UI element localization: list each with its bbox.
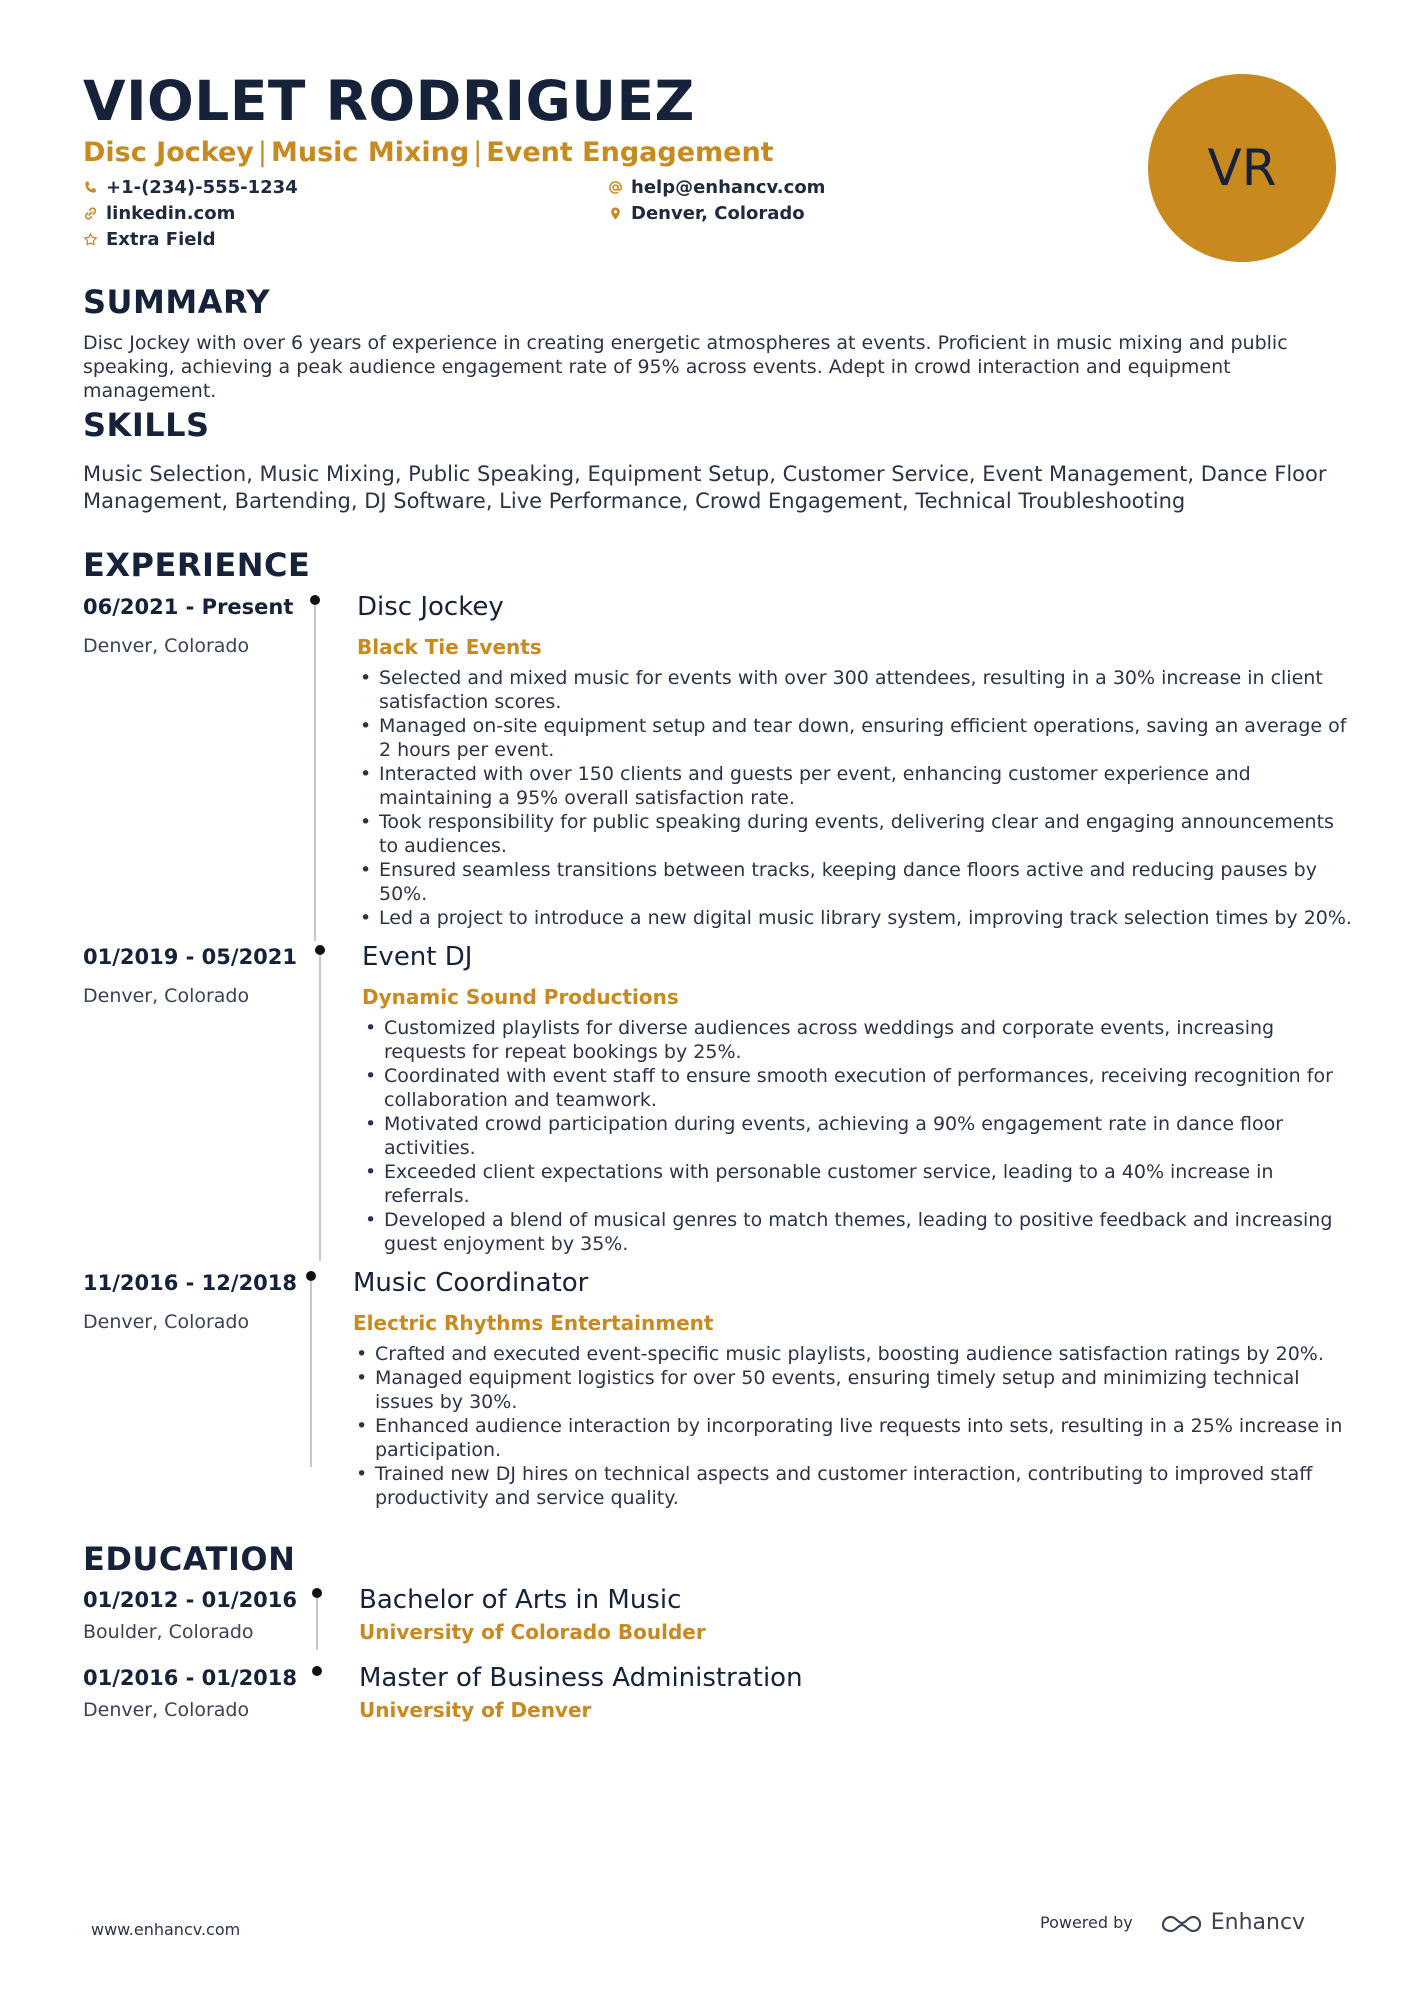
location-text: Denver, Colorado — [631, 202, 805, 224]
linkedin-contact[interactable] — [83, 202, 608, 224]
location-pin-icon — [608, 206, 623, 221]
education-location: Denver, Colorado — [83, 1699, 250, 1721]
phone-icon — [83, 180, 98, 195]
experience-bullet: • Customized playlists for diverse audiences across weddings and corporate events, increasing requests for repeat bookings by 25%. — [362, 1016, 1362, 1064]
experience-location: Denver, Colorado — [83, 635, 250, 657]
education-title: EDUCATION — [83, 1540, 296, 1578]
experience-company: Black Tie Events — [357, 635, 542, 659]
experience-bullet: • Managed on-site equipment setup and tear down, ensuring efficient operations, saving an average of 2 hours per event. — [357, 714, 1357, 762]
experience-bullet: • Led a project to introduce a new digital music library system, improving track selection times by 20%. — [357, 906, 1357, 930]
experience-bullet: • Trained new DJ hires on technical aspects and customer interaction, contributing to improved staff productivity and service quality. — [353, 1462, 1363, 1510]
skills-text: Music Selection, Music Mixing, Public Speaking, Equipment Setup, Customer Service, Event Management, Dance Floor Management, Bartending, DJ Software, Live Performance, Crowd Engagement, Technical Troubleshooting — [83, 462, 1327, 513]
experience-company: Dynamic Sound Productions — [362, 985, 679, 1009]
experience-bullet: • Managed equipment logistics for over 50 events, ensuring timely setup and minimizing technical issues by 30%. — [353, 1366, 1363, 1414]
experience-bullets — [357, 666, 1357, 930]
timeline-dot — [310, 595, 320, 605]
avatar: VR — [1148, 74, 1336, 262]
location-contact — [608, 202, 1008, 224]
experience-bullet: • Took responsibility for public speaking during events, delivering clear and engaging announcements to audiences. — [357, 810, 1357, 858]
timeline-dot — [312, 1666, 322, 1676]
footer-website[interactable]: www.enhancv.com — [91, 1920, 241, 1939]
enhancv-brand-text: Enhancv — [1210, 1910, 1306, 1935]
skills-title: SKILLS — [83, 406, 210, 444]
linkedin-text: linkedin.com — [106, 202, 236, 224]
experience-bullet: • Enhanced audience interaction by incorporating live requests into sets, resulting in a 25% increase in participation. — [353, 1414, 1363, 1462]
tagline — [83, 136, 1143, 170]
experience-location: Denver, Colorado — [83, 985, 250, 1007]
experience-dates: 01/2019 - 05/2021 — [83, 945, 298, 969]
education-degree: Bachelor of Arts in Music — [359, 1585, 682, 1615]
experience-role: Disc Jockey — [357, 592, 504, 622]
experience-bullet: • Ensured seamless transitions between tracks, keeping dance floors active and reducing pauses by 50%. — [357, 858, 1357, 906]
education-school: University of Denver — [359, 1698, 592, 1722]
education-degree: Master of Business Administration — [359, 1663, 803, 1693]
experience-bullet: • Motivated crowd participation during events, achieving a 90% engagement rate in dance floor activities. — [362, 1112, 1362, 1160]
experience-bullets — [353, 1342, 1363, 1510]
phone-contact[interactable] — [83, 176, 608, 198]
link-icon — [83, 206, 98, 221]
experience-bullet: • Crafted and executed event-specific music playlists, boosting audience satisfaction ratings by 20%. — [353, 1342, 1363, 1366]
timeline-dot — [312, 1588, 322, 1598]
candidate-name: VIOLET RODRIGUEZ — [83, 69, 695, 133]
tagline-item: Music Mixing — [271, 137, 470, 168]
timeline-dot — [315, 945, 325, 955]
extra-field — [83, 228, 608, 250]
experience-bullet: • Interacted with over 150 clients and guests per event, enhancing customer experience and maintaining a 95% overall satisfaction rate. — [357, 762, 1357, 810]
enhancv-logo[interactable] — [1159, 1910, 1305, 1935]
experience-bullet: • Exceeded client expectations with personable customer service, leading to a 40% increase in referrals. — [362, 1160, 1362, 1208]
footer-branding — [1040, 1910, 1305, 1935]
contact-info — [83, 176, 1143, 250]
powered-by-label: Powered by — [1040, 1913, 1133, 1932]
tagline-separator: | — [257, 137, 267, 168]
summary-text: Disc Jockey with over 6 years of experience in creating energetic atmospheres at events. Proficient in music mixing and public speaking, achieving a peak audience engagement rate of 95% across events. Adept in crowd interaction and equipment management. — [83, 332, 1288, 402]
enhancv-logo-icon — [1159, 1911, 1205, 1935]
experience-bullets — [362, 1016, 1362, 1256]
education-school: University of Colorado Boulder — [359, 1620, 706, 1644]
experience-dates: 11/2016 - 12/2018 — [83, 1271, 298, 1295]
experience-role: Music Coordinator — [353, 1268, 589, 1298]
timeline-line — [310, 1281, 312, 1467]
experience-bullet: • Selected and mixed music for events with over 300 attendees, resulting in a 30% increase in client satisfaction scores. — [357, 666, 1357, 714]
tagline-item: Event Engagement — [486, 137, 774, 168]
education-dates: 01/2012 - 01/2016 — [83, 1588, 298, 1612]
extra-field-text: Extra Field — [106, 228, 216, 250]
email-text: help@enhancv.com — [631, 176, 826, 198]
experience-bullet: • Coordinated with event staff to ensure smooth execution of performances, receiving recognition for collaboration and teamwork. — [362, 1064, 1362, 1112]
experience-role: Event DJ — [362, 942, 473, 972]
summary-title: SUMMARY — [83, 283, 271, 321]
tagline-item: Disc Jockey — [83, 137, 254, 168]
email-contact[interactable] — [608, 176, 1008, 198]
resume-header — [83, 70, 1143, 250]
experience-bullet: • Developed a blend of musical genres to match themes, leading to positive feedback and increasing guest enjoyment by 35%. — [362, 1208, 1362, 1256]
experience-dates: 06/2021 - Present — [83, 595, 294, 619]
timeline-dot — [306, 1271, 316, 1281]
phone-text: +1-(234)-555-1234 — [106, 176, 298, 198]
star-icon — [83, 232, 98, 247]
timeline-line — [316, 1598, 318, 1650]
at-icon — [608, 180, 623, 195]
experience-location: Denver, Colorado — [83, 1311, 250, 1333]
timeline-line — [314, 605, 316, 941]
timeline-line — [319, 955, 321, 1261]
education-dates: 01/2016 - 01/2018 — [83, 1666, 298, 1690]
tagline-separator: | — [473, 137, 483, 168]
experience-company: Electric Rhythms Entertainment — [353, 1311, 714, 1335]
education-location: Boulder, Colorado — [83, 1621, 254, 1643]
experience-title: EXPERIENCE — [83, 546, 311, 584]
